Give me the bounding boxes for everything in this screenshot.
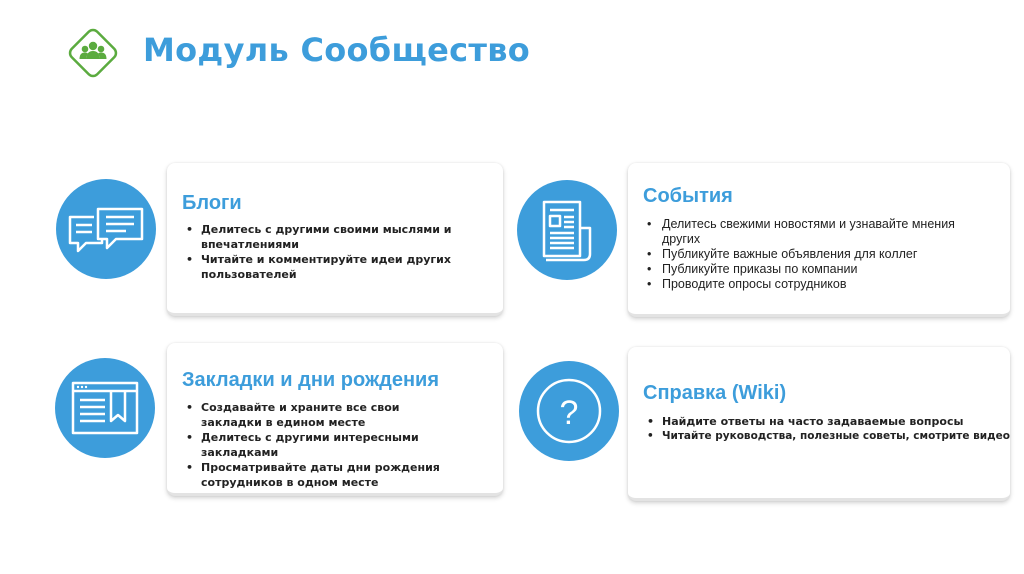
list-item: • Создавайте и храните все свои закладки в едином месте <box>183 400 499 430</box>
wiki-list <box>644 414 1014 444</box>
list-item: • Найдите ответы на часто задаваемые вопросы <box>644 414 1014 429</box>
newspaper-icon <box>517 180 617 280</box>
bookmark-page-icon <box>55 358 155 458</box>
list-item: • Читайте руководства, полезные советы, смотрите видео <box>644 429 1014 444</box>
list-item: • Публикуйте важные объявления для коллег <box>644 247 994 262</box>
list-item: • Делитесь свежими новостями и узнавайте мнения других <box>644 217 994 247</box>
blogs-list <box>183 222 483 282</box>
events-title: События <box>643 185 733 207</box>
page-title: Модуль Сообщество <box>143 31 531 69</box>
question-circle-icon <box>519 361 619 461</box>
bookmarks-title: Закладки и дни рождения <box>182 369 439 391</box>
chat-bubbles-icon <box>56 179 156 279</box>
list-item: • Делитесь с другими своими мыслями и впечатлениями <box>183 222 483 252</box>
blogs-title: Блоги <box>182 192 242 214</box>
svg-text:?: ? <box>559 394 579 432</box>
list-item: • Читайте и комментируйте идеи других пользователей <box>183 252 483 282</box>
list-item: • Делитесь с другими интересными закладками <box>183 430 499 460</box>
list-item: • Проводите опросы сотрудников <box>644 277 994 292</box>
bookmarks-list <box>183 400 499 490</box>
events-list <box>644 217 994 292</box>
list-item: • Просматривайте даты дни рождения сотрудников в одном месте <box>183 460 499 490</box>
wiki-title: Справка (Wiki) <box>643 382 787 404</box>
list-item: • Публикуйте приказы по компании <box>644 262 994 277</box>
community-logo-icon <box>62 22 124 84</box>
